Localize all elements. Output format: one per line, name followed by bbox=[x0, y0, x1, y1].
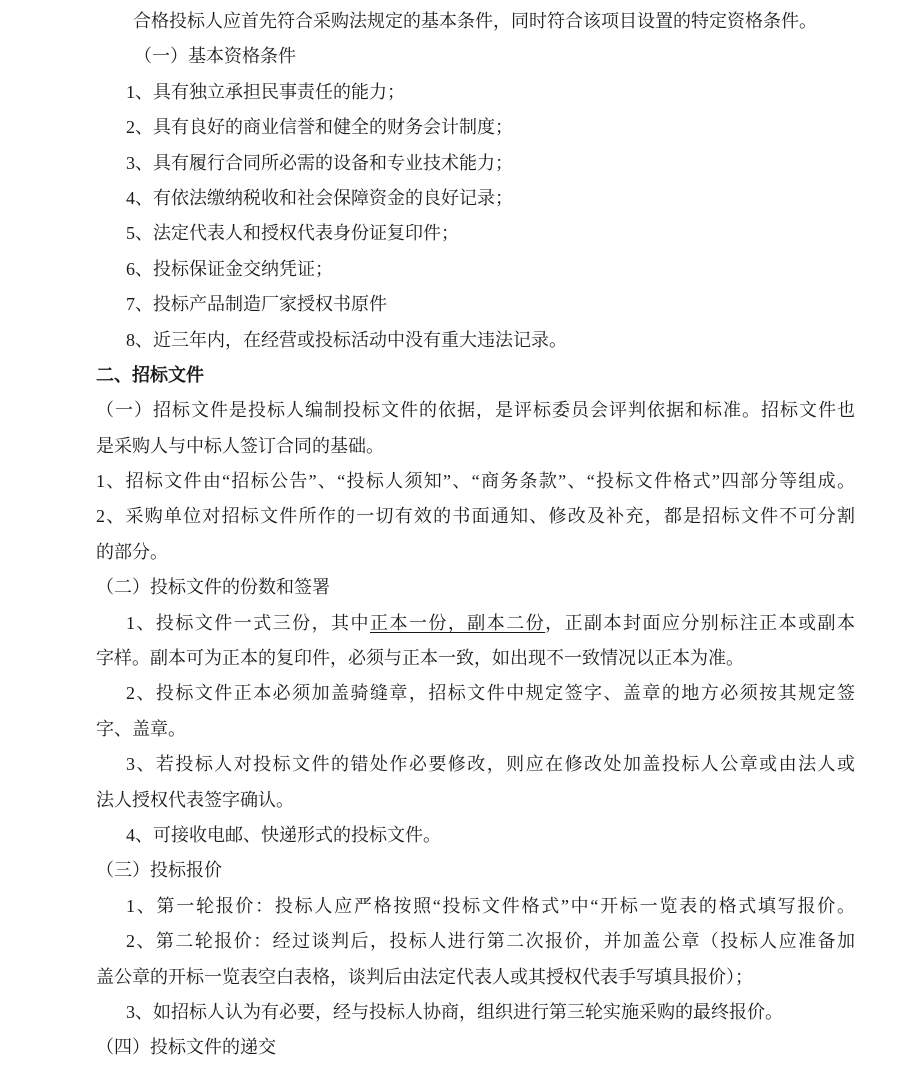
text-before-underline: 1、投标文件一式三份，其中 bbox=[126, 612, 370, 633]
subsection-heading-basic-qualifications: （一）基本资格条件 bbox=[134, 46, 296, 67]
section-heading-tender-documents: 二、招标文件 bbox=[96, 364, 204, 385]
text-after-underline: ，正副本封面应分别标注正本或副本 bbox=[545, 612, 856, 633]
paragraph-line: 是采购人与中标人签订合同的基础。 bbox=[96, 435, 384, 456]
paragraph-line: 3、如招标人认为有必要，经与投标人协商，组织进行第三轮实施采购的最终报价。 bbox=[126, 1001, 783, 1022]
paragraph-line: 2、第二轮报价：经过谈判后，投标人进行第二次报价，并加盖公章（投标人应准备加 bbox=[126, 931, 855, 952]
paragraph-line: 2、投标文件正本必须加盖骑缝章，招标文件中规定签字、盖章的地方必须按其规定签 bbox=[126, 683, 855, 704]
paragraph-line-with-underline bbox=[96, 606, 855, 641]
subsection-heading-copies-and-signing: （二）投标文件的份数和签署 bbox=[96, 577, 330, 598]
list-item-1: 1、具有独立承担民事责任的能力； bbox=[126, 81, 405, 102]
paragraph-line: 2、采购单位对招标文件所作的一切有效的书面通知、修改及补充，都是招标文件不可分割 bbox=[96, 506, 855, 527]
list-item-4: 4、有依法缴纳税收和社会保障资金的良好记录； bbox=[126, 187, 513, 208]
document-body bbox=[96, 4, 855, 1066]
paragraph-line: 字样。副本可为正本的复印件，必须与正本一致，如出现不一致情况以正本为准。 bbox=[96, 648, 744, 669]
paragraph-line: 盖公章的开标一览表空白表格，谈判后由法定代表人或其授权代表手写填具报价）； bbox=[96, 966, 753, 987]
list-item-2: 2、具有良好的商业信誉和健全的财务会计制度； bbox=[126, 117, 513, 138]
list-item-7: 7、投标产品制造厂家授权书原件 bbox=[126, 294, 387, 315]
paragraph-line: 的部分。 bbox=[96, 541, 168, 562]
paragraph-line: 1、第一轮报价：投标人应严格按照“投标文件格式”中“开标一览表的格式填写报价。 bbox=[126, 895, 855, 916]
paragraph-line: （一）招标文件是投标人编制投标文件的依据，是评标委员会评判依据和标准。招标文件也 bbox=[96, 400, 855, 421]
underlined-text: 正本一份，副本二份 bbox=[369, 612, 546, 633]
list-item-8: 8、近三年内，在经营或投标活动中没有重大违法记录。 bbox=[126, 329, 567, 350]
list-item-6: 6、投标保证金交纳凭证； bbox=[126, 258, 333, 279]
intro-paragraph-line: 合格投标人应首先符合采购法规定的基本条件，同时符合该项目设置的特定资格条件。 bbox=[133, 11, 817, 31]
paragraph-line: 字、盖章。 bbox=[96, 718, 186, 739]
paragraph-line: 法人授权代表签字确认。 bbox=[96, 789, 294, 810]
paragraph-line: 3、若投标人对投标文件的错处作必要修改，则应在修改处加盖投标人公章或由法人或 bbox=[126, 754, 855, 775]
list-item-3: 3、具有履行合同所必需的设备和专业技术能力； bbox=[126, 152, 513, 173]
subsection-heading-bid-submission: （四）投标文件的递交 bbox=[96, 1037, 276, 1058]
paragraph-line: 1、招标文件由“招标公告”、“投标人须知”、“商务条款”、“投标文件格式”四部分等组成。 bbox=[96, 471, 855, 492]
list-item-5: 5、法定代表人和授权代表身份证复印件； bbox=[126, 223, 459, 244]
paragraph-line: 4、可接收电邮、快递形式的投标文件。 bbox=[126, 824, 441, 845]
subsection-heading-bid-price: （三）投标报价 bbox=[96, 860, 222, 881]
